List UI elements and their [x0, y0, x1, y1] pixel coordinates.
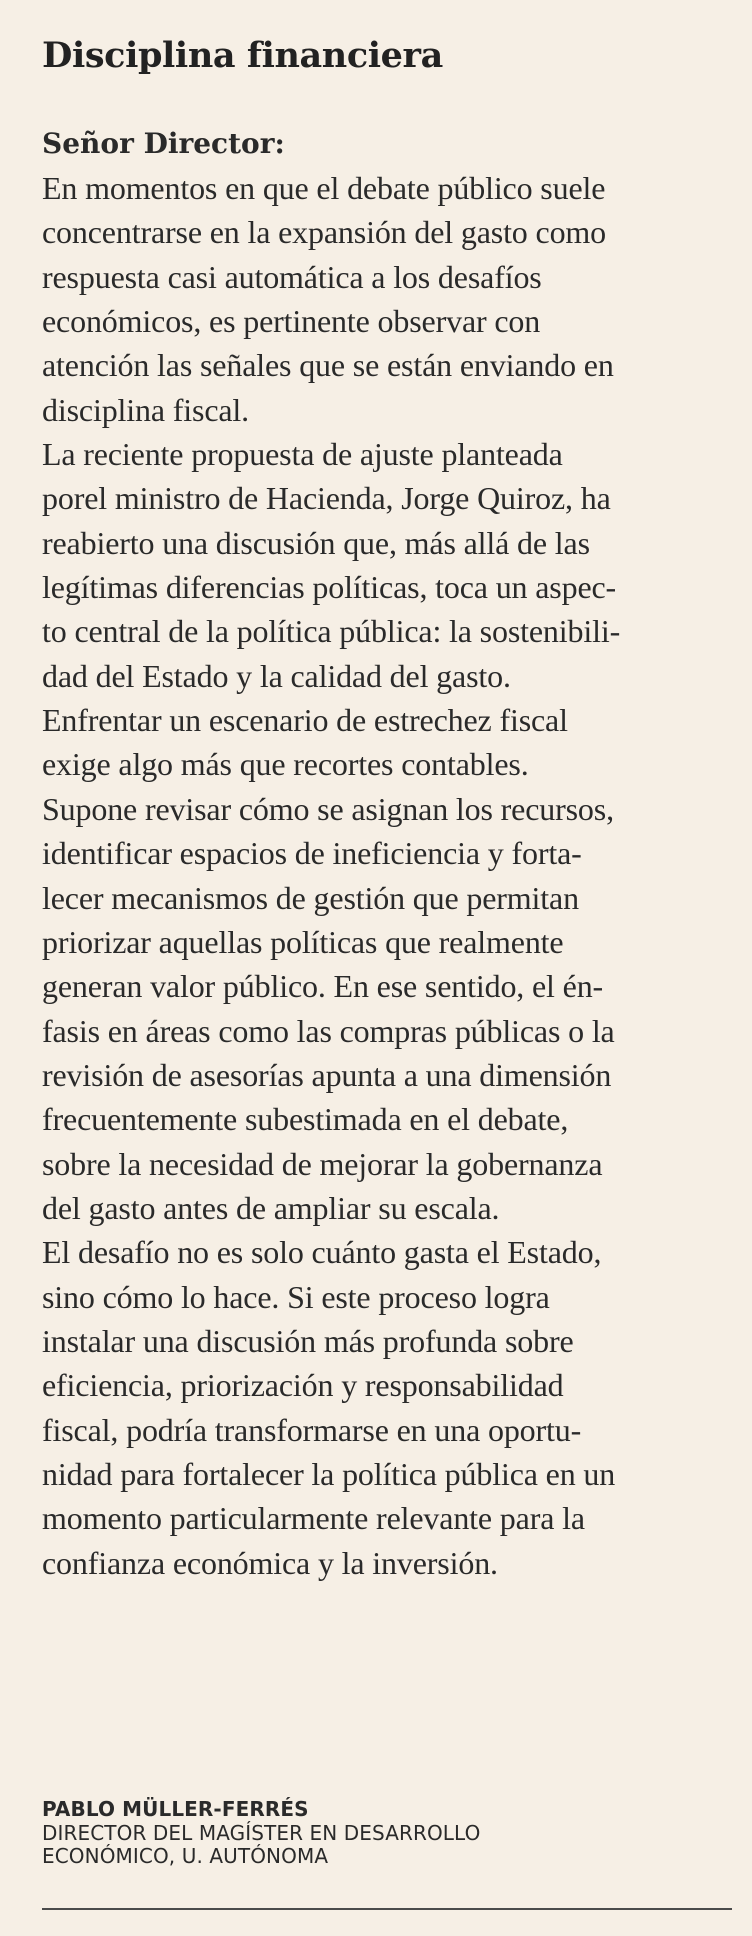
body-line: confianza económica y la inversión.	[42, 1544, 498, 1581]
body-line: nidad para fortalecer la política pública en un	[42, 1455, 616, 1492]
body-line: priorizar aquellas políticas que realmente	[42, 923, 564, 960]
body-line: El desafío no es solo cuánto gasta el Estado,	[42, 1234, 602, 1271]
body-line: lecer mecanismos de gestión que permitan	[42, 879, 579, 916]
body-line: sobre la necesidad de mejorar la gobernanza	[42, 1145, 603, 1182]
author-role-line-2: ECONÓMICO, U. AUTÓNOMA	[42, 1844, 329, 1868]
body-line: sino cómo lo hace. Si este proceso logra	[42, 1278, 550, 1315]
body-line: eficiencia, priorización y responsabilidad	[42, 1367, 564, 1404]
letter-content	[42, 34, 732, 1585]
body-line: identificar espacios de ineficiencia y forta-	[42, 835, 582, 872]
body-line: concentrarse en la expansión del gasto como	[42, 214, 607, 251]
body-line: legítimas diferencias políticas, toca un aspec-	[42, 569, 617, 606]
body-line: reabierto una discusión que, más allá de las	[42, 524, 590, 561]
salutation: Señor Director:	[42, 127, 285, 160]
body-line: revisión de asesorías apunta a una dimensión	[42, 1056, 612, 1093]
body-line: to central de la política pública: la sostenibili-	[42, 613, 621, 650]
body-line: La reciente propuesta de ajuste planteada	[42, 436, 563, 473]
body-line: Supone revisar cómo se asignan los recursos,	[42, 790, 614, 827]
body-line: Enfrentar un escenario de estrechez fiscal	[42, 702, 568, 739]
body-line: porel ministro de Hacienda, Jorge Quiroz, ha	[42, 480, 611, 517]
body-line: dad del Estado y la calidad del gasto.	[42, 657, 511, 694]
bottom-divider	[42, 1908, 732, 1910]
body-line: atención las señales que se están enviando en	[42, 347, 614, 384]
body-line: del gasto antes de ampliar su escala.	[42, 1189, 500, 1226]
body-line: respuesta casi automática a los desafíos	[42, 258, 542, 295]
body-line: frecuentemente subestimada en el debate,	[42, 1101, 569, 1138]
body-line: exige algo más que recortes contables.	[42, 746, 529, 783]
body-line: fiscal, podría transformarse en una oportu-	[42, 1411, 582, 1448]
body-line: disciplina fiscal.	[42, 391, 250, 428]
body-line: instalar una discusión más profunda sobre	[42, 1322, 574, 1359]
author-role-line-1: DIRECTOR DEL MAGÍSTER EN DESARROLLO	[42, 1821, 481, 1845]
body-line: En momentos en que el debate público suele	[42, 170, 606, 206]
body-line: económicos, es pertinente observar con	[42, 303, 541, 340]
signature-block	[42, 1797, 732, 1868]
body-line: momento particularmente relevante para la	[42, 1500, 585, 1537]
letter-body	[42, 166, 732, 1585]
body-line: fasis en áreas como las compras públicas o la	[42, 1012, 615, 1049]
author-name: PABLO MÜLLER-FERRÉS	[42, 1797, 309, 1821]
body-line: generan valor público. En ese sentido, el én-	[42, 968, 604, 1005]
headline: Disciplina financiera	[42, 35, 443, 76]
